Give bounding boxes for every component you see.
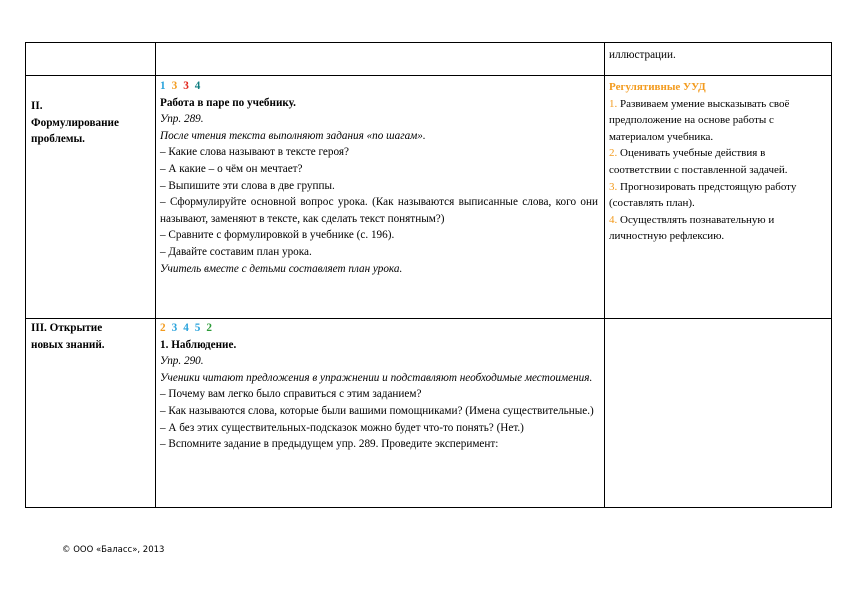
row2-question-5: – Сравните с формулировкой в учебнике (с. 196). [160, 229, 395, 242]
row2-title: Работа в паре по учебнику. [160, 96, 296, 109]
uud-item: 1. Развиваем умение высказывать своё предположение на основе работы с материалом учебника. [609, 97, 790, 143]
row2-question-3: – Выпишите эти слова в две группы. [160, 179, 335, 192]
row3-number-markers: 2 3 4 5 2 [160, 322, 212, 334]
row2-uud [609, 79, 827, 245]
row-divider-1 [25, 75, 832, 76]
row3-question-3: – А без этих существительных-подсказок можно будет что-то понять? (Нет.) [160, 421, 524, 434]
copyright-footer: © ООО «Баласс», 2013 [62, 545, 165, 555]
table-border-left [25, 42, 26, 508]
uud-item: 3. Прогнозировать предстоящую работу (составлять план). [609, 180, 797, 210]
row3-question-4: – Вспомните задание в предыдущем упр. 289. Проведите эксперимент: [160, 438, 499, 451]
column-divider-2 [604, 42, 605, 508]
row3-content [160, 320, 598, 453]
row3-question-2: – Как называются слова, которые были вашими помощниками? (Имена существительные.) [160, 404, 594, 417]
table-border-right [831, 42, 832, 508]
row2-closing: Учитель вместе с детьми составляет план урока. [160, 262, 403, 275]
row2-instruction: После чтения текста выполняют задания «по шагам». [160, 129, 426, 142]
column-divider-1 [155, 42, 156, 508]
uud-item: 4. Осуществлять познавательную и личностную рефлексию. [609, 213, 775, 243]
row2-content [160, 78, 598, 277]
row3-exercise: Упр. 290. [160, 355, 204, 368]
row2-question-4: – Сформулируйте основной вопрос урока. (Как называются выписанные слова, кого они называют, заменяют в тексте, как сделать текст понятным?) [160, 196, 598, 225]
row2-question-2: – А какие – о чём он мечтает? [160, 162, 303, 175]
table-border-top [25, 42, 832, 43]
table-border-bottom [25, 507, 832, 508]
row2-question-1: – Какие слова называют в тексте героя? [160, 146, 349, 159]
row2-stage-label: II. Формулирование проблемы. [31, 100, 119, 146]
row2-number-markers: 1 3 3 4 [160, 80, 201, 92]
row1-col3-text: иллюстрации. [609, 49, 676, 61]
uud-item: 2. Оценивать учебные действия в соответствии с поставленной задачей. [609, 147, 788, 176]
row-divider-2 [25, 318, 832, 319]
lesson-table [25, 42, 832, 508]
row3-stage-label: III. Открытие новых знаний. [31, 322, 105, 351]
row3-instruction: Ученики читают предложения в упражнении и подставляют необходимые местоимения. [160, 371, 593, 384]
row2-exercise: Упр. 289. [160, 113, 204, 126]
row3-question-1: – Почему вам легко было справиться с этим заданием? [160, 388, 422, 401]
row3-title: 1. Наблюдение. [160, 338, 237, 351]
row2-question-6: – Давайте составим план урока. [160, 245, 312, 258]
uud-title: Регулятивные УУД [609, 81, 706, 93]
